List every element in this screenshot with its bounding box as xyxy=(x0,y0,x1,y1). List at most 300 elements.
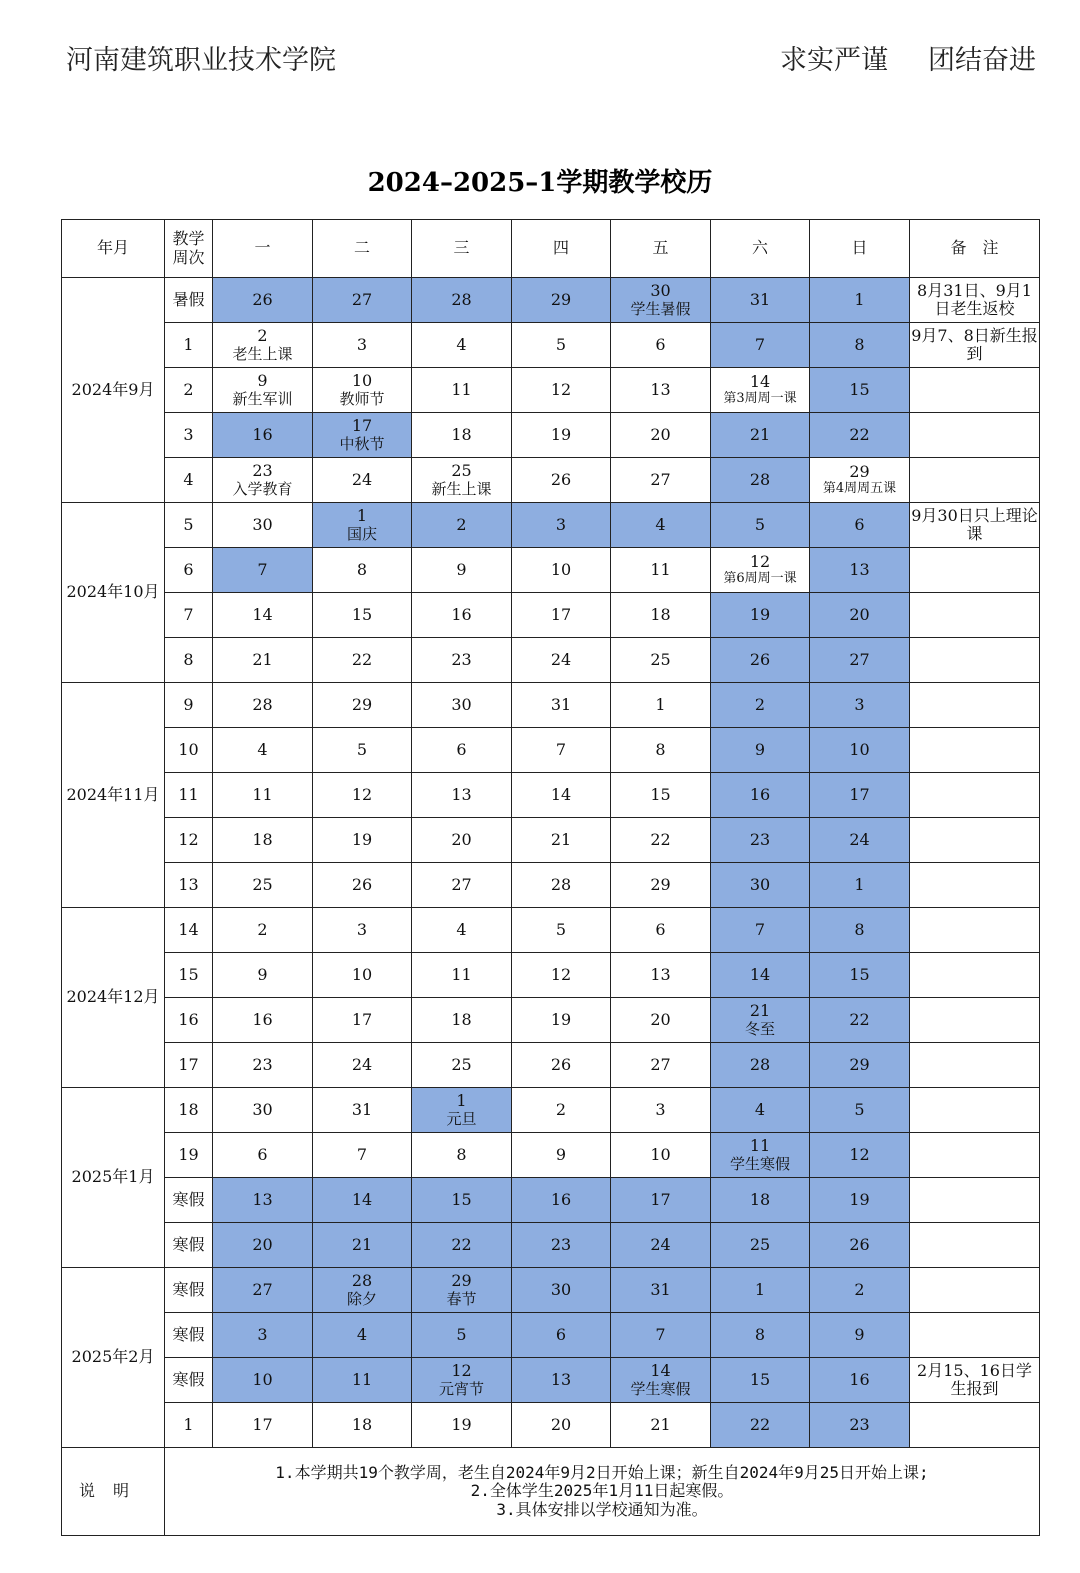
day-cell xyxy=(810,638,910,683)
day-cell xyxy=(611,368,711,413)
day-cell xyxy=(313,638,412,683)
day-cell xyxy=(810,773,910,818)
day-cell xyxy=(711,503,810,548)
day-number: 21 xyxy=(650,1414,671,1434)
day-number: 14 xyxy=(749,372,771,392)
motto-part-2: 团结奋进 xyxy=(928,45,1036,76)
day-event: 老生上课 xyxy=(232,344,293,363)
day-cell xyxy=(810,413,910,458)
remark-cell xyxy=(910,1088,1040,1133)
day-number: 28 xyxy=(451,289,472,309)
day-cell xyxy=(711,908,810,953)
day-number: 1 xyxy=(754,1279,766,1299)
day-number: 14 xyxy=(550,784,572,804)
day-number: 9 xyxy=(456,559,467,579)
day-cell xyxy=(512,1358,611,1403)
day-number: 4 xyxy=(356,1324,368,1344)
day-cell xyxy=(512,908,611,953)
day-number: 10 xyxy=(650,1144,671,1164)
day-number: 24 xyxy=(351,469,373,489)
day-number: 9 xyxy=(555,1144,567,1164)
day-number: 8 xyxy=(655,739,666,759)
day-number: 12 xyxy=(550,964,572,984)
day-number: 4 xyxy=(754,1099,766,1119)
day-number: 24 xyxy=(550,649,572,669)
week-number: 18 xyxy=(165,1088,213,1133)
day-cell xyxy=(711,1268,810,1313)
day-number: 27 xyxy=(849,649,870,669)
day-number: 12 xyxy=(849,1144,870,1164)
day-number: 25 xyxy=(749,1234,771,1254)
day-cell xyxy=(810,908,910,953)
week-row xyxy=(62,458,1040,503)
day-number: 16 xyxy=(252,424,273,444)
header-day-wed: 三 xyxy=(412,220,512,278)
day-number: 9 xyxy=(854,1324,865,1344)
day-cell xyxy=(611,323,711,368)
day-number: 3 xyxy=(655,1099,666,1119)
day-cell xyxy=(313,1223,412,1268)
day-cell xyxy=(213,413,313,458)
remark-cell xyxy=(910,818,1040,863)
day-event: 中秋节 xyxy=(339,434,385,453)
day-cell xyxy=(313,548,412,593)
day-number: 8 xyxy=(456,1144,467,1164)
day-cell xyxy=(512,818,611,863)
day-cell xyxy=(412,683,512,728)
day-number: 14 xyxy=(650,1361,671,1381)
week-row xyxy=(62,908,1040,953)
day-number: 22 xyxy=(451,1234,472,1254)
day-event: 学生暑假 xyxy=(630,299,691,318)
day-cell xyxy=(611,1313,711,1358)
day-cell xyxy=(611,683,711,728)
day-number: 29 xyxy=(451,1271,472,1291)
day-cell xyxy=(512,368,611,413)
day-cell xyxy=(810,1178,910,1223)
week-number: 5 xyxy=(165,503,213,548)
day-cell xyxy=(611,1088,711,1133)
day-event: 第4周周五课 xyxy=(822,480,897,496)
day-event: 元旦 xyxy=(446,1109,477,1128)
week-row xyxy=(62,728,1040,773)
day-cell xyxy=(711,863,810,908)
day-cell xyxy=(611,818,711,863)
day-number: 3 xyxy=(257,1324,268,1344)
remark-cell xyxy=(910,1178,1040,1223)
week-row xyxy=(62,683,1040,728)
week-row xyxy=(62,278,1040,323)
week-number: 12 xyxy=(165,818,213,863)
week-number: 暑假 xyxy=(165,278,213,323)
day-number: 29 xyxy=(550,289,572,309)
day-number: 12 xyxy=(351,784,373,804)
day-cell xyxy=(412,458,512,503)
day-cell xyxy=(313,368,412,413)
month-label: 2025年1月 xyxy=(62,1088,165,1268)
day-cell xyxy=(213,1268,313,1313)
day-cell xyxy=(611,593,711,638)
day-cell xyxy=(213,1133,313,1178)
day-cell xyxy=(512,1088,611,1133)
day-number: 6 xyxy=(555,1324,567,1344)
remark-cell xyxy=(910,368,1040,413)
notes-label: 说明 xyxy=(62,1448,165,1536)
day-number: 18 xyxy=(451,1009,472,1029)
day-event: 国庆 xyxy=(346,524,377,543)
week-number: 2 xyxy=(165,368,213,413)
week-row xyxy=(62,503,1040,548)
week-number: 寒假 xyxy=(165,1223,213,1268)
day-cell xyxy=(810,1358,910,1403)
remark-cell xyxy=(910,953,1040,998)
day-number: 3 xyxy=(854,694,865,714)
day-number: 26 xyxy=(849,1234,870,1254)
day-cell xyxy=(810,548,910,593)
day-cell xyxy=(313,323,412,368)
day-cell xyxy=(512,548,611,593)
remark-cell xyxy=(910,1133,1040,1178)
day-event: 第6周周一课 xyxy=(723,570,797,586)
day-number: 17 xyxy=(650,1189,671,1209)
day-number: 5 xyxy=(555,919,567,939)
day-number: 23 xyxy=(749,829,771,849)
day-cell xyxy=(412,638,512,683)
day-cell xyxy=(512,998,611,1043)
day-cell xyxy=(512,1403,611,1448)
school-motto xyxy=(740,38,1036,77)
header-day-sun: 日 xyxy=(810,220,910,278)
notes-line: 1.本学期共19个教学周，老生自2024年9月2日开始上课；新生自2024年9月25日开始上课; xyxy=(275,1462,929,1482)
day-cell xyxy=(412,863,512,908)
day-cell xyxy=(213,458,313,503)
remark-cell xyxy=(910,548,1040,593)
week-number: 4 xyxy=(165,458,213,503)
day-number: 19 xyxy=(849,1189,870,1209)
day-number: 22 xyxy=(849,1009,870,1029)
day-number: 6 xyxy=(655,919,666,939)
day-cell xyxy=(313,773,412,818)
day-cell xyxy=(512,728,611,773)
day-number: 11 xyxy=(252,784,273,804)
day-cell xyxy=(512,413,611,458)
day-cell xyxy=(412,1223,512,1268)
day-number: 15 xyxy=(849,964,870,984)
day-cell xyxy=(313,278,412,323)
day-number: 28 xyxy=(252,694,273,714)
day-event: 入学教育 xyxy=(232,479,293,498)
day-number: 12 xyxy=(451,1361,472,1381)
day-cell xyxy=(213,323,313,368)
day-cell xyxy=(412,323,512,368)
day-cell xyxy=(412,728,512,773)
day-cell xyxy=(213,908,313,953)
day-number: 14 xyxy=(351,1189,373,1209)
day-event: 教师节 xyxy=(339,389,385,408)
day-cell xyxy=(213,998,313,1043)
day-cell xyxy=(512,458,611,503)
day-number: 4 xyxy=(257,739,268,759)
day-number: 17 xyxy=(550,604,572,624)
day-cell xyxy=(313,818,412,863)
week-row xyxy=(62,1223,1040,1268)
day-cell xyxy=(213,1358,313,1403)
remark-cell xyxy=(910,638,1040,683)
day-number: 27 xyxy=(650,469,671,489)
week-row xyxy=(62,953,1040,998)
remark-cell xyxy=(910,1268,1040,1313)
remark-cell xyxy=(910,728,1040,773)
day-cell xyxy=(412,1043,512,1088)
day-cell xyxy=(313,1178,412,1223)
day-number: 30 xyxy=(252,1099,273,1119)
remark-cell xyxy=(910,773,1040,818)
day-cell xyxy=(711,998,810,1043)
week-number: 3 xyxy=(165,413,213,458)
header-day-tue: 二 xyxy=(313,220,412,278)
day-cell xyxy=(611,1223,711,1268)
day-cell xyxy=(313,503,412,548)
day-cell xyxy=(810,278,910,323)
day-cell xyxy=(810,503,910,548)
day-number: 3 xyxy=(356,919,368,939)
week-row xyxy=(62,1358,1040,1403)
day-cell xyxy=(810,1133,910,1178)
day-cell xyxy=(810,1223,910,1268)
day-cell xyxy=(412,503,512,548)
day-cell xyxy=(711,1403,810,1448)
week-row xyxy=(62,818,1040,863)
day-number: 7 xyxy=(356,1144,368,1164)
day-number: 6 xyxy=(655,334,666,354)
day-number: 24 xyxy=(849,829,870,849)
remark-cell xyxy=(910,998,1040,1043)
remark-cell xyxy=(910,1313,1040,1358)
day-number: 21 xyxy=(749,1001,771,1021)
day-number: 27 xyxy=(451,874,472,894)
notes-row xyxy=(62,1448,1040,1536)
day-number: 20 xyxy=(650,1009,671,1029)
day-number: 21 xyxy=(252,649,273,669)
day-cell xyxy=(810,863,910,908)
day-cell xyxy=(313,1358,412,1403)
day-number: 9 xyxy=(754,739,766,759)
day-number: 11 xyxy=(451,964,472,984)
day-cell xyxy=(611,1178,711,1223)
day-cell xyxy=(611,413,711,458)
month-label: 2024年10月 xyxy=(62,503,165,683)
day-cell xyxy=(611,458,711,503)
day-number: 30 xyxy=(451,694,472,714)
week-row xyxy=(62,413,1040,458)
day-cell xyxy=(711,683,810,728)
day-number: 10 xyxy=(849,739,870,759)
day-cell xyxy=(213,863,313,908)
day-number: 20 xyxy=(550,1414,572,1434)
day-cell xyxy=(213,503,313,548)
day-number: 17 xyxy=(351,1009,373,1029)
month-label: 2025年2月 xyxy=(62,1268,165,1448)
day-number: 1 xyxy=(854,289,865,309)
day-number: 2 xyxy=(854,1279,865,1299)
header-day-fri: 五 xyxy=(611,220,711,278)
notes-text xyxy=(165,1448,1040,1536)
day-cell xyxy=(512,863,611,908)
day-number: 8 xyxy=(854,334,865,354)
remark-cell xyxy=(910,1223,1040,1268)
day-cell xyxy=(711,773,810,818)
day-number: 24 xyxy=(351,1054,373,1074)
day-cell xyxy=(512,683,611,728)
week-row xyxy=(62,1043,1040,1088)
day-cell xyxy=(313,953,412,998)
day-number: 16 xyxy=(550,1189,572,1209)
day-cell xyxy=(810,683,910,728)
day-event: 学生寒假 xyxy=(729,1154,790,1173)
day-number: 23 xyxy=(252,461,273,481)
day-number: 12 xyxy=(749,552,771,572)
day-cell xyxy=(711,1088,810,1133)
day-cell xyxy=(313,683,412,728)
month-label: 2024年9月 xyxy=(62,278,165,503)
day-number: 7 xyxy=(754,334,766,354)
week-row xyxy=(62,1133,1040,1178)
day-cell xyxy=(611,1403,711,1448)
day-number: 11 xyxy=(749,1136,771,1156)
day-number: 31 xyxy=(650,1279,671,1299)
day-number: 20 xyxy=(252,1234,273,1254)
day-cell xyxy=(711,1133,810,1178)
day-cell xyxy=(611,773,711,818)
day-cell xyxy=(412,1268,512,1313)
day-number: 28 xyxy=(351,1271,373,1291)
day-cell xyxy=(611,1358,711,1403)
day-cell xyxy=(611,998,711,1043)
week-row xyxy=(62,998,1040,1043)
day-number: 26 xyxy=(351,874,373,894)
day-cell xyxy=(412,1133,512,1178)
day-cell xyxy=(313,1268,412,1313)
day-number: 11 xyxy=(451,379,472,399)
day-number: 1 xyxy=(456,1091,467,1111)
day-cell xyxy=(611,908,711,953)
day-cell xyxy=(213,683,313,728)
day-cell xyxy=(810,1043,910,1088)
day-number: 15 xyxy=(351,604,373,624)
day-cell xyxy=(313,1403,412,1448)
remark-cell xyxy=(910,908,1040,953)
day-cell xyxy=(711,1178,810,1223)
week-number: 14 xyxy=(165,908,213,953)
day-number: 26 xyxy=(550,1054,572,1074)
day-cell xyxy=(711,638,810,683)
day-cell xyxy=(213,818,313,863)
day-number: 21 xyxy=(749,424,771,444)
day-cell xyxy=(711,548,810,593)
day-cell xyxy=(313,593,412,638)
day-number: 10 xyxy=(351,371,373,391)
day-number: 19 xyxy=(351,829,373,849)
remark-cell: 9月30日只上理论课 xyxy=(910,503,1040,548)
day-cell xyxy=(313,413,412,458)
day-cell xyxy=(711,1043,810,1088)
remark-cell xyxy=(910,593,1040,638)
day-number: 8 xyxy=(356,559,368,579)
week-number: 6 xyxy=(165,548,213,593)
remark-cell: 8月31日、9月1日老生返校 xyxy=(910,278,1040,323)
week-row xyxy=(62,368,1040,413)
motto-part-1: 求实严谨 xyxy=(780,45,888,76)
day-number: 31 xyxy=(749,289,771,309)
week-number: 9 xyxy=(165,683,213,728)
day-number: 14 xyxy=(749,964,771,984)
day-event: 学生寒假 xyxy=(630,1379,691,1398)
week-number: 寒假 xyxy=(165,1358,213,1403)
day-number: 23 xyxy=(451,649,472,669)
day-cell xyxy=(412,908,512,953)
day-number: 16 xyxy=(252,1009,273,1029)
day-cell xyxy=(213,1223,313,1268)
day-event: 第3周周一课 xyxy=(723,390,797,406)
day-cell xyxy=(213,1403,313,1448)
week-number: 7 xyxy=(165,593,213,638)
day-cell xyxy=(711,278,810,323)
day-number: 7 xyxy=(555,739,567,759)
day-cell xyxy=(711,458,810,503)
day-cell xyxy=(412,1178,512,1223)
day-cell xyxy=(611,863,711,908)
day-number: 2 xyxy=(555,1099,567,1119)
day-cell xyxy=(711,323,810,368)
day-cell xyxy=(512,1268,611,1313)
week-number: 8 xyxy=(165,638,213,683)
day-number: 4 xyxy=(655,514,666,534)
day-number: 4 xyxy=(456,334,467,354)
day-event: 新生上课 xyxy=(431,479,492,498)
day-cell xyxy=(711,413,810,458)
day-number: 20 xyxy=(849,604,870,624)
week-number: 13 xyxy=(165,863,213,908)
day-number: 29 xyxy=(650,874,671,894)
day-number: 2 xyxy=(456,514,467,534)
day-cell xyxy=(512,953,611,998)
day-number: 15 xyxy=(451,1189,472,1209)
day-number: 15 xyxy=(650,784,671,804)
day-cell xyxy=(810,1088,910,1133)
day-number: 28 xyxy=(749,469,771,489)
day-number: 18 xyxy=(749,1189,771,1209)
day-cell xyxy=(412,278,512,323)
day-cell xyxy=(313,863,412,908)
week-number: 19 xyxy=(165,1133,213,1178)
day-number: 13 xyxy=(849,559,870,579)
day-number: 10 xyxy=(252,1369,273,1389)
week-row xyxy=(62,863,1040,908)
day-event: 除夕 xyxy=(346,1289,377,1308)
day-number: 8 xyxy=(854,919,865,939)
day-number: 17 xyxy=(252,1414,273,1434)
day-number: 1 xyxy=(655,694,666,714)
day-event: 春节 xyxy=(446,1289,477,1308)
day-cell xyxy=(412,1088,512,1133)
day-number: 25 xyxy=(451,461,472,481)
day-cell xyxy=(512,773,611,818)
day-cell xyxy=(810,728,910,773)
week-number: 11 xyxy=(165,773,213,818)
day-cell xyxy=(412,773,512,818)
week-number: 1 xyxy=(165,323,213,368)
day-number: 2 xyxy=(257,919,268,939)
